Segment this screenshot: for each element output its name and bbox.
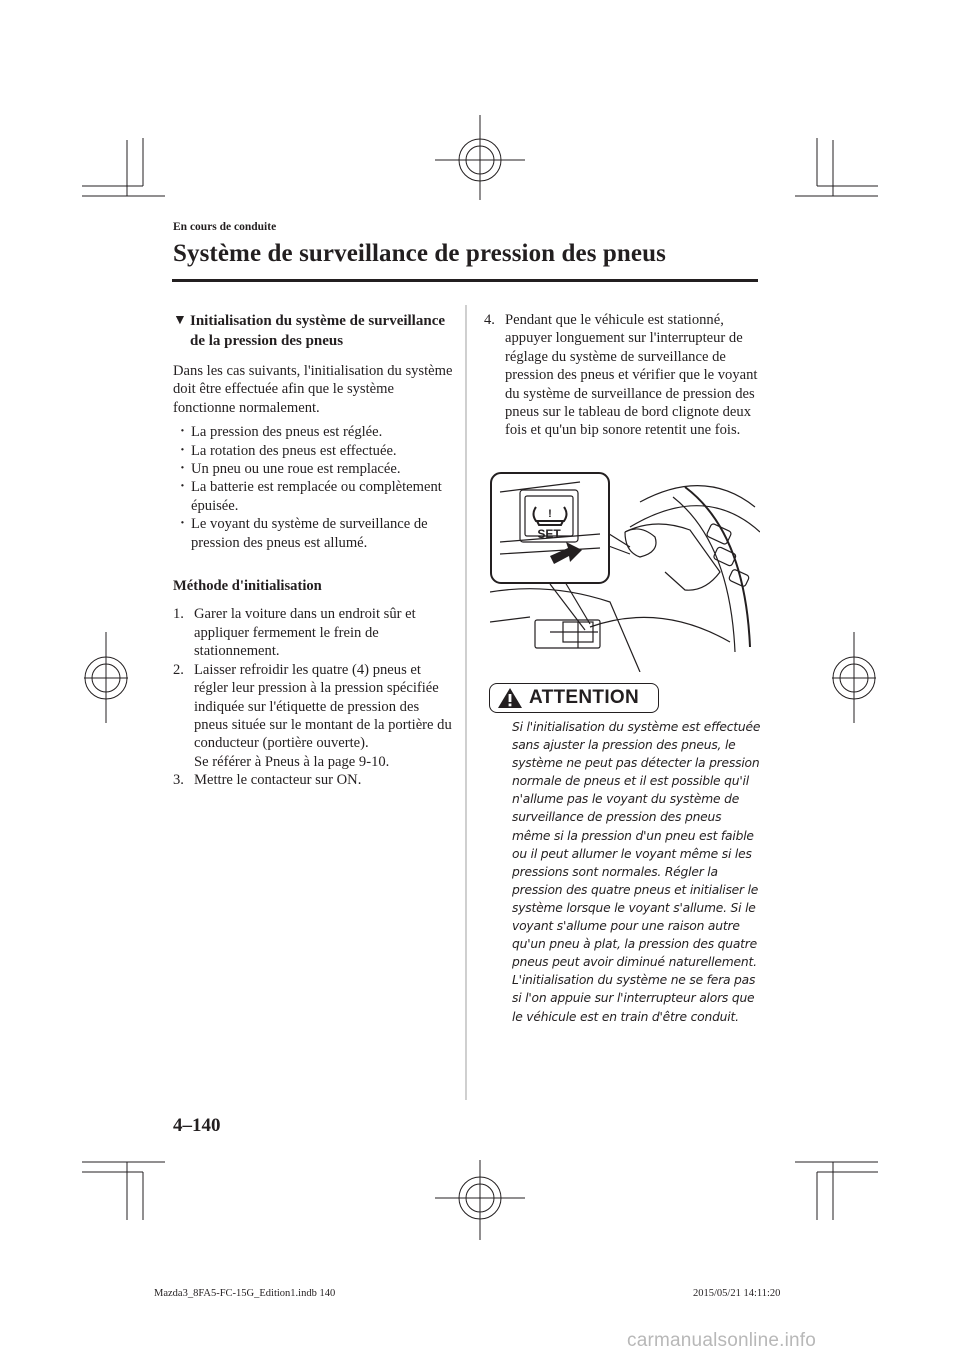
title-rule [172,279,758,282]
condition-list [180,423,453,552]
page-number: 4–140 [173,1115,221,1136]
step-number: 1. [173,606,184,623]
step-number: 3. [173,772,184,789]
step-text: Pendant que le véhicule est stationné, appuyer longuement sur l'interrupteur de réglage du système de surveillance de pression des pneus et vérifier que le voyant du système de surveillance de pression des pneus sur le tableau de bord clignote deux fois et qu'un bip sonore retentit une fois. [505,312,758,439]
step-text: Mettre le contacteur sur ON. [194,772,362,789]
step-item [173,771,453,789]
section-label: En cours de conduite [173,221,277,233]
section-heading [173,311,453,351]
step-item [484,311,760,440]
warning-triangle-icon [496,686,524,710]
list-item: · Un pneu ou une roue est remplacée. [180,460,453,478]
section-heading-text: Initialisation du système de surveillance de la pression des pneus [190,313,446,349]
attention-label-box [489,683,659,713]
tpms-switch-illustration [490,472,760,672]
down-triangle-icon: ▼ [173,313,187,328]
step-item [173,661,453,771]
list-item: · La batterie est remplacée ou complètement épuisée. [180,478,453,515]
attention-label: ATTENTION [529,687,640,708]
right-column [484,311,760,440]
step-text: Garer la voiture dans un endroit sûr et appliquer fermement le frein de stationnement. [194,606,416,660]
intro-paragraph: Dans les cas suivants, l'initialisation du système doit être effectuée afin que le système fonctionne normalement. [173,363,453,416]
print-timestamp: 2015/05/21 14:11:20 [693,1288,781,1299]
attention-text: Si l'initialisation du système est effectuée sans ajuster la pression des pneus, le système ne peut pas détecter la pression normale de pneus et il est possible qu'il n'allume pas le voyant du système de surveillance de pression des pneus même si la pression d'un pneu est faible ou il peut allumer le voyant même si les pressions sont normales. Régler la pression des quatre pneus et initialiser le système lorsque le voyant s'allume. Si le voyant s'allume pour une raison autre qu'un pneu à plat, la pression des quatre pneus peut avoir diminué naturellement. L'initialisation du système ne se fera pas si l'on appuie sur l'interrupteur alors que le véhicule est en train d'être conduit. [512,720,761,1024]
step-text: Laisser refroidir les quatre (4) pneus et régler leur pression à la pression spécifiée indiquée sur l'étiquette de pression des pneus située sur le montant de la portière du conducteur (portière ouverte). [194,661,452,752]
step-number: 2. [173,661,184,678]
page-title: Système de surveillance de pression des pneus [173,240,666,267]
page-reference: Se référer à Pneus à la page 9-10. [194,753,390,770]
step-item [173,605,453,660]
watermark: carmanualsonline.info [627,1330,817,1351]
list-item: · La pression des pneus est réglée. [180,423,453,441]
svg-text:!: ! [548,508,552,520]
step-number: 4. [484,312,495,328]
print-file-name: Mazda3_8FA5-FC-15G_Edition1.indb 140 [154,1288,336,1299]
list-item: · La rotation des pneus est effectuée. [180,442,453,460]
step-list [484,311,760,440]
set-button-label: SET [537,527,561,541]
list-item: · Le voyant du système de surveillance de pression des pneus est allumé. [180,515,453,552]
method-heading: Méthode d'initialisation [173,578,322,595]
step-list [173,605,453,789]
left-column [173,311,453,790]
